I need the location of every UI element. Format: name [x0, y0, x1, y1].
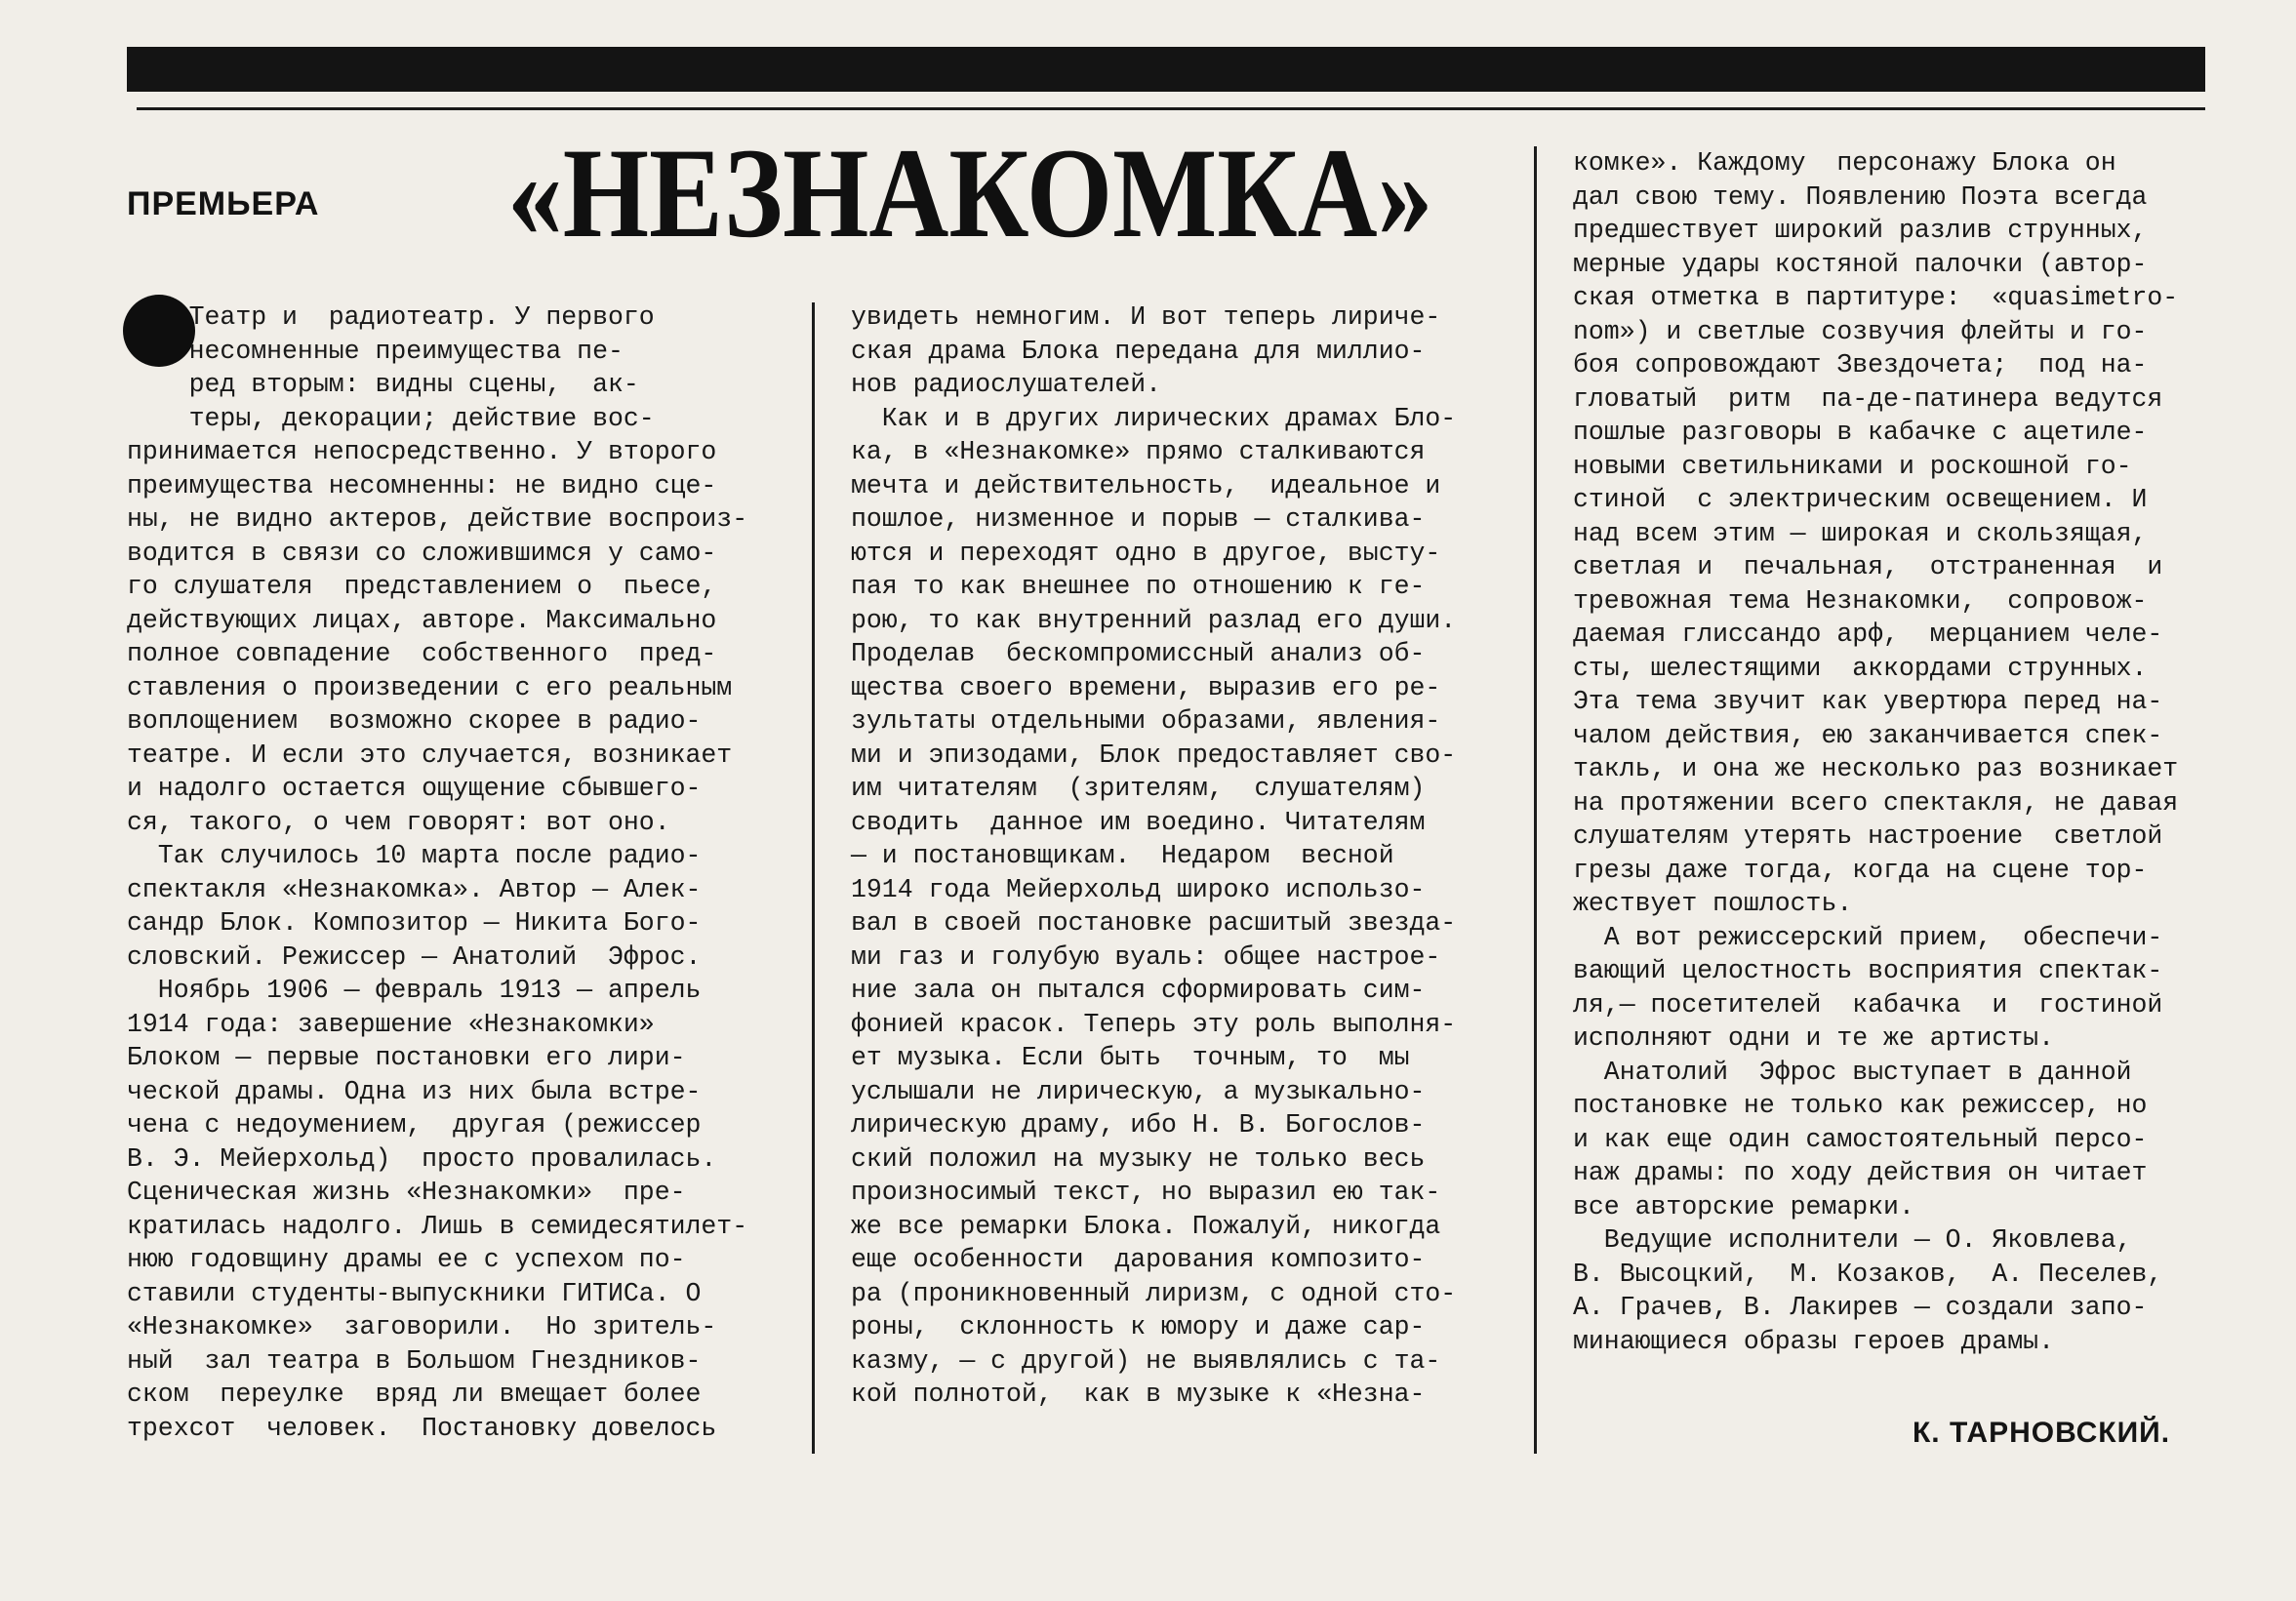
text-line: Ноябрь 1906 — февраль 1913 — апрель — [127, 976, 702, 1005]
text-line: Блоком — первые постановки его лири- — [127, 1043, 686, 1072]
text-line: ми газ и голубую вуаль: общее настрое- — [851, 941, 1441, 972]
text-line: 1914 года: завершение «Незнакомки» — [127, 1009, 655, 1039]
text-line: над всем этим — широкая и скользящая, — [1573, 518, 2148, 548]
text-line: чалом действия, ею заканчивается спек- — [1573, 720, 2163, 750]
text-line: ный зал театра в Большом Гнездников- — [127, 1345, 702, 1376]
text-line: В. Э. Мейерхольд) просто провалилась. — [127, 1143, 717, 1174]
text-line: ставления о произведении с его реальным — [127, 672, 733, 702]
text-line: слушателям утерять настроение светлой — [1573, 821, 2163, 851]
text-line: даемая глиссандо арф, мерцанием челе- — [1573, 620, 2163, 649]
text-line: — и постановщикам. Недаром весной — [851, 841, 1394, 870]
text-line: ра (проникновенный лиризм, с одной сто- — [851, 1278, 1457, 1308]
text-line: дал свою тему. Появлению Поэта всегда — [1573, 181, 2148, 212]
text-line: боя сопровождают Звездочета; под на- — [1573, 350, 2148, 380]
text-line: В. Высоцкий, М. Козаков, А. Песелев, — [1573, 1259, 2163, 1289]
text-line: театре. И если это случается, возникает — [127, 740, 733, 770]
text-line: светлая и печальная, отстраненная и — [1573, 552, 2163, 581]
text-line: мечта и действительность, идеальное и — [851, 470, 1441, 500]
text-line: Театр и радиотеатр. У первого — [127, 302, 655, 332]
text-line: пошлое, низменное и порыв — сталкива- — [851, 504, 1426, 534]
text-line: щества своего времени, выразив его ре- — [851, 672, 1441, 702]
text-line: и как еще один самостоятельный персо- — [1573, 1124, 2148, 1154]
text-line: ческой драмы. Одна из них была встре- — [127, 1076, 702, 1106]
text-line: ет музыка. Если быть точным, то мы — [851, 1043, 1410, 1072]
text-line: теры, декорации; действие вос- — [127, 403, 655, 433]
text-line: полное совпадение собственного пред- — [127, 639, 717, 668]
text-line: ставили студенты-выпускники ГИТИСа. О — [127, 1278, 702, 1308]
text-line: го слушателя представлением о пьесе, — [127, 572, 717, 601]
text-line: предшествует широкий разлив струнных, — [1573, 216, 2148, 245]
text-line: нюю годовщину драмы ее с успехом по- — [127, 1245, 686, 1274]
text-line: ми и эпизодами, Блок предоставляет сво- — [851, 740, 1457, 770]
text-line: гловатый ритм па-де-патинера ведутся — [1573, 383, 2163, 414]
text-line: лирическую драму, ибо Н. В. Богослов- — [851, 1110, 1426, 1140]
text-line: пошлые разговоры в кабачке с ацетиле- — [1573, 418, 2148, 447]
text-line: ка, в «Незнакомке» прямо сталкиваются — [851, 437, 1426, 466]
text-line: рою, то как внутренний разлад его души. — [851, 605, 1457, 635]
text-line: постановке не только как режиссер, но — [1573, 1091, 2148, 1120]
text-line: ред вторым: видны сцены, ак- — [127, 370, 639, 399]
text-line: ля,— посетителей кабачка и гостиной — [1573, 989, 2163, 1020]
text-line: казму, — с другой) не выявлялись с та- — [851, 1345, 1441, 1376]
text-line: ском переулке вряд ли вмещает более — [127, 1380, 702, 1409]
article-column-3 — [1573, 146, 2217, 1358]
text-line: Ведущие исполнители — О. Яковлева, — [1573, 1225, 2132, 1255]
text-line: грезы даже тогда, когда на сцене тор- — [1573, 855, 2148, 885]
text-line: такль, и она же несколько раз возникает — [1573, 754, 2179, 783]
article-column-1 — [127, 300, 771, 1445]
text-line: Эта тема звучит как увертюра перед на- — [1573, 687, 2163, 716]
top-black-bar — [127, 47, 2205, 92]
text-line: сандр Блок. Композитор — Никита Бого- — [127, 908, 702, 938]
text-line: комке». Каждому персонажу Блока он — [1573, 148, 2116, 178]
text-line: ся, такого, о чем говорят: вот оно. — [127, 807, 670, 837]
text-line: ние зала он пытался сформировать сим- — [851, 976, 1426, 1005]
text-line: нов радиослушателей. — [851, 370, 1162, 399]
text-line: А вот режиссерский прием, обеспечи- — [1573, 922, 2163, 952]
text-line: ский положил на музыку не только весь — [851, 1143, 1426, 1174]
text-line: новыми светильниками и роскошной го- — [1573, 451, 2132, 481]
text-line: тревожная тема Незнакомки, сопровож- — [1573, 585, 2148, 616]
article-column-2 — [851, 300, 1495, 1412]
column-divider-1 — [812, 302, 815, 1454]
text-line: ны, не видно актеров, действие воспроиз- — [127, 504, 748, 534]
text-line: минающиеся образы героев драмы. — [1573, 1326, 2054, 1356]
text-line: кой полнотой, как в музыке к «Незна- — [851, 1380, 1426, 1409]
text-line: действующих лицах, авторе. Максимально — [127, 605, 717, 635]
text-line: Анатолий Эфрос выступает в данной — [1573, 1057, 2132, 1087]
rubric-label: ПРЕМЬЕРА — [127, 185, 320, 222]
text-line: им читателям (зрителям, слушателям) — [851, 774, 1426, 803]
text-line: услышали не лирическую, а музыкально- — [851, 1076, 1426, 1106]
text-line: Как и в других лирических драмах Бло- — [851, 403, 1457, 433]
text-line: сты, шелестящими аккордами струнных. — [1573, 653, 2148, 683]
text-line: Проделав бескомпромиссный анализ об- — [851, 639, 1426, 668]
headline: «НЕЗНАКОМКА» — [507, 121, 1433, 264]
text-line: Сценическая жизнь «Незнакомки» пре- — [127, 1178, 686, 1207]
text-line: фонией красок. Теперь эту роль выполня- — [851, 1009, 1457, 1039]
text-line: воплощением возможно скорее в радио- — [127, 706, 702, 736]
text-line: исполняют одни и те же артисты. — [1573, 1023, 2054, 1053]
text-line: несомненные преимущества пе- — [127, 336, 624, 366]
text-line: спектакля «Незнакомка». Автор — Алек- — [127, 874, 702, 904]
text-line: преимущества несомненны: не видно сце- — [127, 470, 717, 500]
text-line: Так случилось 10 марта после радио- — [127, 841, 702, 870]
text-line: принимается непосредственно. У второго — [127, 437, 717, 466]
text-line: же все ремарки Блока. Пожалуй, никогда — [851, 1211, 1441, 1241]
text-line: на протяжении всего спектакля, не давая — [1573, 787, 2179, 818]
text-line: жествует пошлость. — [1573, 889, 1853, 918]
text-line: чена с недоумением, другая (режиссер — [127, 1110, 702, 1140]
text-line: сводить данное им воедино. Читателям — [851, 807, 1426, 837]
text-line: увидеть немногим. И вот теперь лириче- — [851, 302, 1441, 332]
text-line: вал в своей постановке расшитый звезда- — [851, 908, 1457, 938]
text-line: произносимый текст, но выразил ею так- — [851, 1178, 1441, 1207]
text-line: все авторские ремарки. — [1573, 1191, 1914, 1221]
text-line: А. Грачев, В. Лакирев — создали запо- — [1573, 1293, 2148, 1322]
text-line: и надолго остается ощущение сбывшего- — [127, 774, 702, 803]
text-line: мерные удары костяной палочки (автор- — [1573, 249, 2148, 279]
author-signature: К. ТАРНОВСКИЙ. — [1913, 1417, 2171, 1449]
text-line: водится в связи со сложившимся у само- — [127, 538, 717, 568]
text-line: зультаты отдельными образами, явления- — [851, 706, 1441, 736]
text-line: еще особенности дарования композито- — [851, 1245, 1426, 1274]
column-divider-2 — [1534, 146, 1537, 1454]
text-line: стиной с электрическим освещением. И — [1573, 485, 2148, 514]
text-line: «Незнакомке» заговорили. Но зритель- — [127, 1312, 717, 1341]
text-line: наж драмы: по ходу действия он читает — [1573, 1158, 2148, 1187]
text-line: пая то как внешнее по отношению к ге- — [851, 572, 1426, 601]
text-line: ская драма Блока передана для миллио- — [851, 336, 1426, 366]
text-line: ская отметка в партитуре: «quasimetro- — [1573, 283, 2179, 312]
text-line: трехсот человек. Постановку довелось — [127, 1413, 717, 1443]
text-line: вающий целостность восприятия спектак- — [1573, 956, 2163, 985]
header-rule — [137, 107, 2205, 110]
text-line: 1914 года Мейерхольд широко использо- — [851, 874, 1426, 904]
text-line: словский. Режиссер — Анатолий Эфрос. — [127, 941, 702, 972]
text-line: nom») и светлые созвучия флейты и го- — [1573, 316, 2148, 346]
text-line: кратилась надолго. Лишь в семидесятилет- — [127, 1211, 748, 1241]
text-line: роны, склонность к юмору и даже сар- — [851, 1312, 1426, 1341]
text-line: ются и переходят одно в другое, высту- — [851, 538, 1441, 568]
